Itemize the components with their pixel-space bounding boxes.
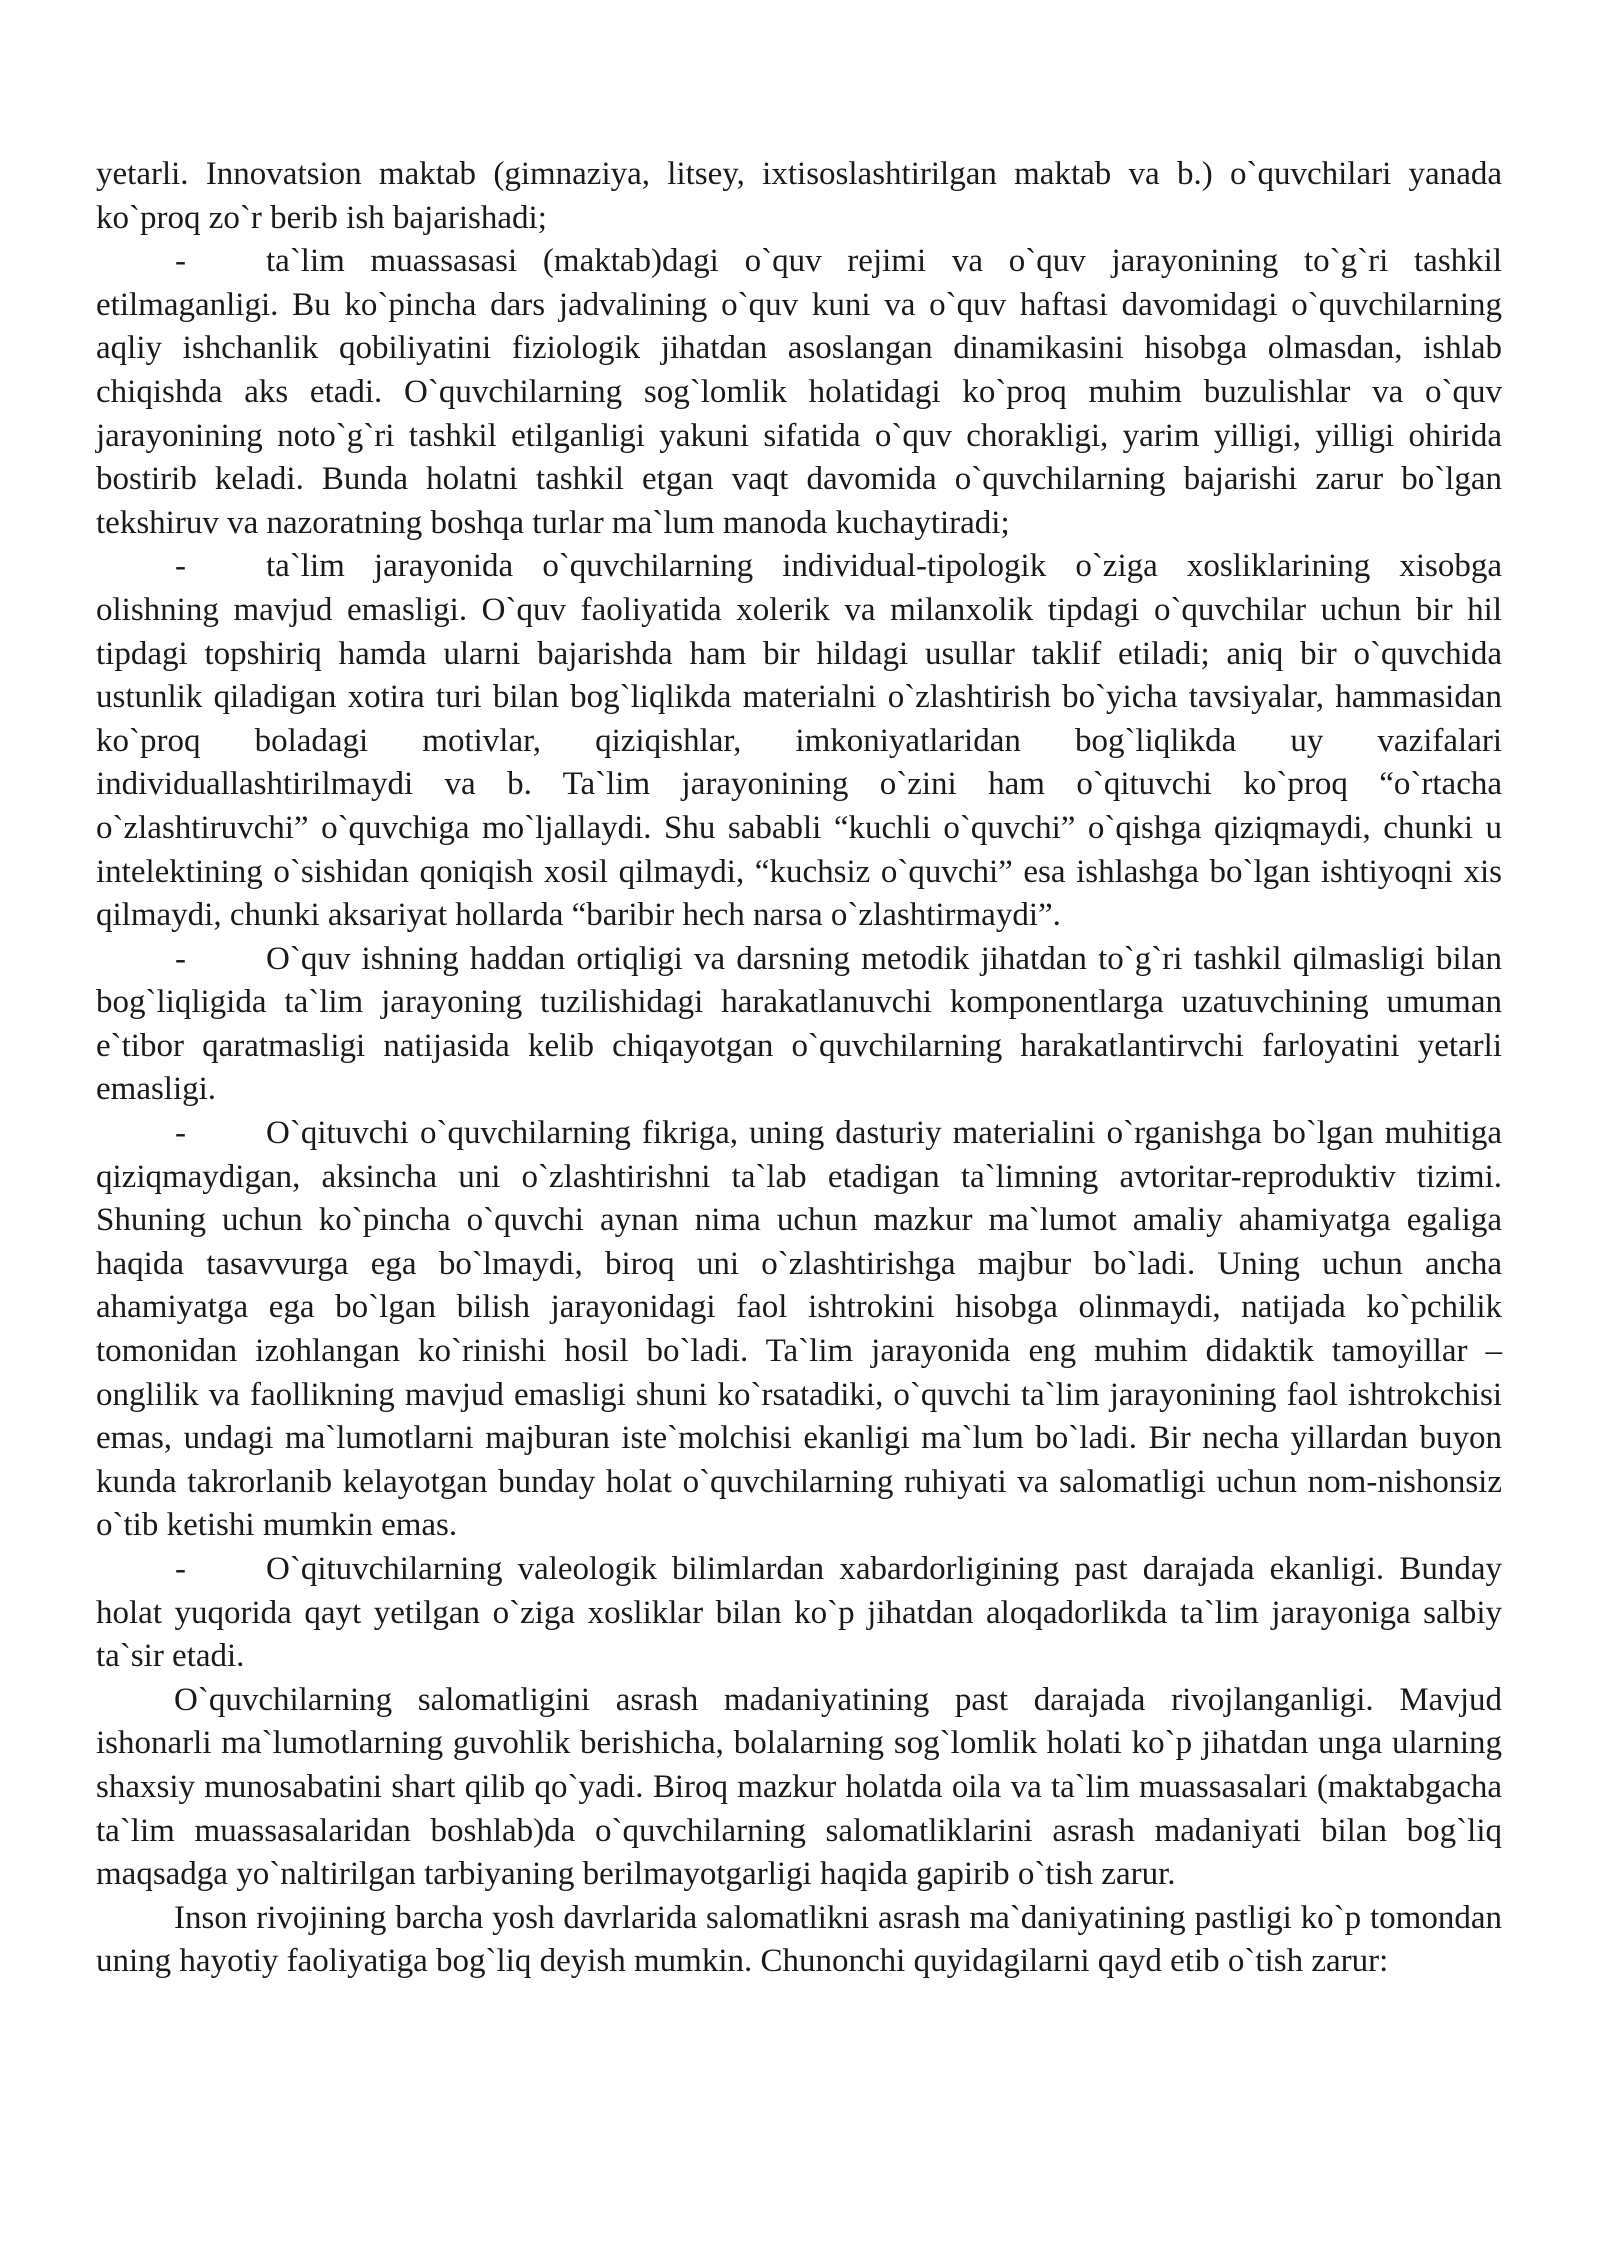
paragraph-continuation xyxy=(96,153,1502,240)
bullet-item xyxy=(96,938,1502,1112)
bullet-dash: - xyxy=(175,1115,186,1152)
bullet-text: ta`lim jarayonida o`quvchilarning individual-tipologik o`ziga xosliklarining xisobga olishning mavjud emasligi. O`quv faoliyatida xolerik va milanxolik tipdagi o`quvchilar uchun bir hil tipdagi topshiriq hamda ularni bajarishda ham bir hildagi usullar taklif etiladi; aniq bir o`quvchida ustunlik qiladigan xotira turi bilan bog`liqlikda materialni o`zlashtirish bo`yicha tavsiyalar, hammasidan ko`proq boladagi motivlar, qiziqishlar, imkoniyatlaridan bog`liqlikda uy vazifalari individuallashtirilmaydi va b. Ta`lim jarayonining o`zini ham o`qituvchi ko`proq “o`rtacha o`zlashtiruvchi” o`quvchiga mo`ljallaydi. Shu sababli “kuchli o`quvchi” o`qishga qiziqmaydi, chunki u intelektining o`sishidan qoniqish xosil qilmaydi, “kuchsiz o`quvchi” esa ishlashga bo`lgan ishtiyoqni xis qilmaydi, chunki aksariyat hollarda “baribir hech narsa o`zlashtirmaydi”. xyxy=(96,548,1502,934)
bullet-dash: - xyxy=(175,1551,186,1587)
paragraph-text: O`quvchilarning salomatligini asrash madaniyatining past darajada rivojlanganligi. Mavjud ishonarli ma`lumotlarning guvohlik berishicha, bolalarning sog`lomlik holati ko`p jihatdan unga ularning shaxsiy munosabatini shart qilib qo`yadi. Biroq mazkur holatda oila va ta`lim muassasalari (maktabgacha ta`lim muassasalaridan boshlab)da o`quvchilarning salomatliklarini asrash madaniyati bilan bog`liq maqsadga yo`naltirilgan tarbiyaning berilmayotgarligi haqida gapirib o`tish zarur. xyxy=(96,1681,1502,1893)
bullet-text: O`qituvchilarning valeologik bilimlardan xabardorligining past darajada ekanligi. Bunday holat yuqorida qayt yetilgan o`ziga xosliklar bilan ko`p jihatdan aloqadorlikda ta`lim jarayoniga salbiy ta`sir etadi. xyxy=(96,1551,1502,1675)
bullet-dash: - xyxy=(175,548,186,585)
bullet-item xyxy=(96,1112,1502,1548)
bullet-item xyxy=(96,1548,1502,1679)
bullet-item xyxy=(96,240,1502,545)
bullet-text: ta`lim muassasasi (maktab)dagi o`quv rejimi va o`quv jarayonining to`g`ri tashkil etilmaganligi. Bu ko`pincha dars jadvalining o`quv kuni va o`quv haftasi davomidagi o`quvchilarning aqliy ishchanlik qobiliyatini fiziologik jihatdan asoslangan dinamikasini hisobga olmasdan, ishlab chiqishda aks etadi. O`quvchilarning sog`lomlik holatidagi ko`proq muhim buzulishlar va o`quv jarayonining noto`g`ri tashkil etilganligi yakuni sifatida o`quv chorakligi, yarim yilligi, yilligi ohirida bostirib keladi. Bunda holatni tashkil etgan vaqt davomida o`quvchilarning bajarishi zarur bo`lgan tekshiruv va nazoratning boshqa turlar ma`lum manoda kuchaytiradi; xyxy=(96,243,1502,541)
body-paragraph xyxy=(96,1679,1502,1897)
paragraph-text: yetarli. Innovatsion maktab (gimnaziya, litsey, ixtisoslashtirilgan maktab va b.) o`quvchilari yanada ko`proq zo`r berib ish bajarishadi; xyxy=(96,156,1502,236)
body-paragraph xyxy=(96,1897,1502,1984)
paragraph-text: Inson rivojining barcha yosh davrlarida salomatlikni asrash ma`daniyatining pastligi ko`p tomondan uning hayotiy faoliyatiga bog`liq deyish mumkin. Chunonchi quyidagilarni qayd etib o`tish zarur: xyxy=(96,1899,1502,1980)
bullet-text: O`quv ishning haddan ortiqligi va darsning metodik jihatdan to`g`ri tashkil qilmasligi bilan bog`liqligida ta`lim jarayoning tuzilishidagi harakatlanuvchi komponentlarga uzatuvchining umuman e`tibor qaratmasligi natijasida kelib chiqayotgan o`quvchilarning harakatlantirvchi farloyatini yetarli emasligi. xyxy=(96,940,1502,1108)
bullet-text: O`qituvchi o`quvchilarning fikriga, uning dasturiy materialini o`rganishga bo`lgan muhitiga qiziqmaydigan, aksincha uni o`zlashtirishni ta`lab etadigan ta`limning avtoritar-reproduktiv tizimi. Shuning uchun ko`pincha o`quvchi aynan nima uchun mazkur ma`lumot amaliy ahamiyatga egaliga haqida tasavvurga ega bo`lmaydi, biroq uni o`zlashtirishga majbur bo`ladi. Uning uchun ancha ahamiyatga ega bo`lgan bilish jarayonidagi faol ishtrokini hisobga olinmaydi, natijada ko`pchilik tomonidan izohlangan ko`rinishi hosil bo`ladi. Ta`lim jarayonida eng muhim didaktik tamoyillar – onglilik va faollikning mavjud emasligi shuni ko`rsatadiki, o`quvchi ta`lim jarayonining faol ishtrokchisi emas, undagi ma`lumotlarni majburan iste`molchisi ekanligi ma`lum bo`ladi. Bir necha yillardan buyon kunda takrorlanib kelayotgan bunday holat o`quvchilarning ruhiyati va salomatligi uchun nom-nishonsiz o`tib ketishi mumkin emas. xyxy=(96,1115,1502,1544)
document-page xyxy=(96,153,1502,1984)
bullet-item xyxy=(96,545,1502,937)
bullet-dash: - xyxy=(175,940,186,977)
bullet-dash: - xyxy=(175,243,186,280)
